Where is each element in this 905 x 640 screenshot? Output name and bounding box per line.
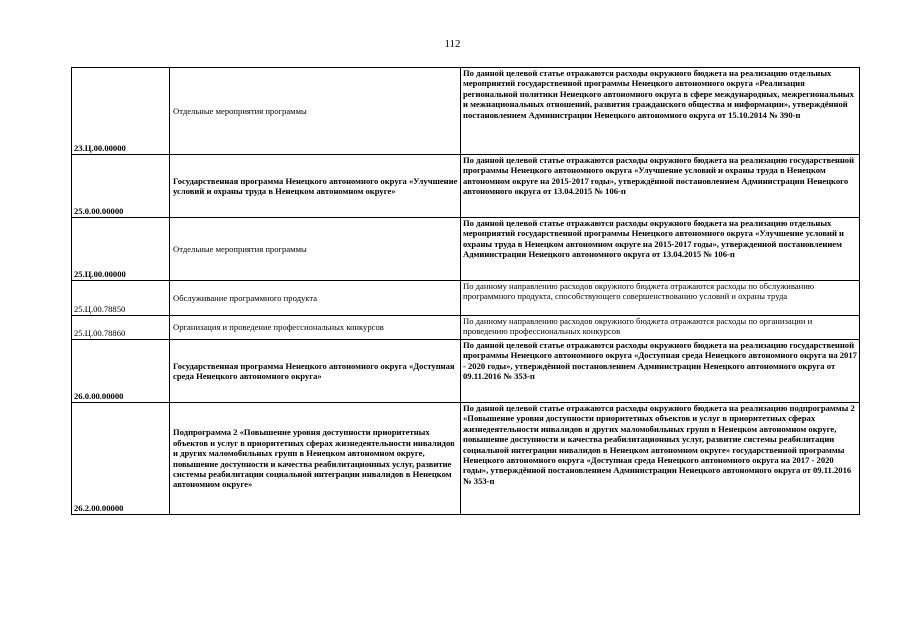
row-code: 25.Ц.00.00000 [72,218,170,281]
table-row [72,340,860,403]
table-row [72,316,860,340]
row-description: По данному направлению расходов окружного бюджета отражаются расходы по организации и проведению профессиональных конкурсов [461,316,860,340]
row-description: По данной целевой статье отражаются расходы окружного бюджета на реализацию государственной программы Ненецкого автономного округа «Доступная среда Ненецкого автономного округа на 2017 - 2020 годы», утверждённой постановлением Администрации Ненецкого автономного округа от 09.11.2016 № 353-п [461,340,860,403]
table-row [72,403,860,515]
page-number: 112 [444,38,461,50]
row-description: По данной целевой статье отражаются расходы окружного бюджета на реализацию государственной программы Ненецкого автономного округа «Улучшение условий и охраны труда в Ненецком автономном округе на 2015-2017 годы», утверждённой постановлением Администрации Ненецкого автономного округа от 13.04.2015 № 106-п [461,155,860,218]
table-row [72,218,860,281]
row-name: Государственная программа Ненецкого автономного округа «Улучшение условий и охраны труда в Ненецком автономном округе» [170,155,461,218]
table-row [72,155,860,218]
table-row [72,281,860,316]
table-row [72,68,860,155]
row-code: 26.2.00.00000 [72,403,170,515]
row-description: По данной целевой статье отражаются расходы окружного бюджета на реализацию подпрограммы 2 «Повышение уровня доступности приоритетных объектов и услуг в приоритетных сферах жизнедеятельности инвалидов и других маломобильных групп в Ненецком автономном округе, повышение доступности и качества реабилитационных услуг, развитие системы реабилитации социальной интеграции инвалидов в Ненецком автономном округе» государственной программы Ненецкого автономного округа «Доступная среда Ненецкого автономного округа на 2017 - 2020 годы», утверждённой постановлением Администрации Ненецкого автономного округа от 09.11.2016 № 353-п [461,403,860,515]
row-code: 23.Ц.00.00000 [72,68,170,155]
row-name: Отдельные мероприятия программы [170,68,461,155]
row-name: Подпрограмма 2 «Повышение уровня доступности приоритетных объектов и услуг в приоритетных сферах жизнедеятельности инвалидов и других маломобильных групп в Ненецком автономном округе, повышение доступности и качества реабилитационных услуг, развитие системы реабилитации социальной интеграции инвалидов в Ненецком автономном округе» [170,403,461,515]
row-code: 25.Ц.00.78860 [72,316,170,340]
row-description: По данной целевой статье отражаются расходы окружного бюджета на реализацию отдельных мероприятий государственной программы Ненецкого автономного округа «Улучшение условий и охраны труда в Ненецком автономном округе на 2015-2017 годы», утвержденной постановлением Администрации Ненецкого автономного округа от 13.04.2015 № 106-п [461,218,860,281]
row-name: Обслуживание программного продукта [170,281,461,316]
row-description: По данному направлению расходов окружного бюджета отражаются расходы по обслуживанию программного продукта, способствующего совершенствованию условий и охраны труда [461,281,860,316]
budget-classification-table [71,67,860,515]
row-code: 26.0.00.00000 [72,340,170,403]
row-name: Организация и проведение профессиональных конкурсов [170,316,461,340]
row-code: 25.Ц.00.78850 [72,281,170,316]
row-name: Государственная программа Ненецкого автономного округа «Доступная среда Ненецкого автономного округа» [170,340,461,403]
row-description: По данной целевой статье отражаются расходы окружного бюджета на реализацию отдельных мероприятий государственной программы Ненецкого автономного округа «Реализация региональной политики Ненецкого автономного округа в сфере международных, межрегиональных и межнациональных отношений, развития гражданского общества и информации», утверждённой постановлением Администрации Ненецкого автономного округа от 15.10.2014 № 390-п [461,68,860,155]
row-name: Отдельные мероприятия программы [170,218,461,281]
row-code: 25.0.00.00000 [72,155,170,218]
